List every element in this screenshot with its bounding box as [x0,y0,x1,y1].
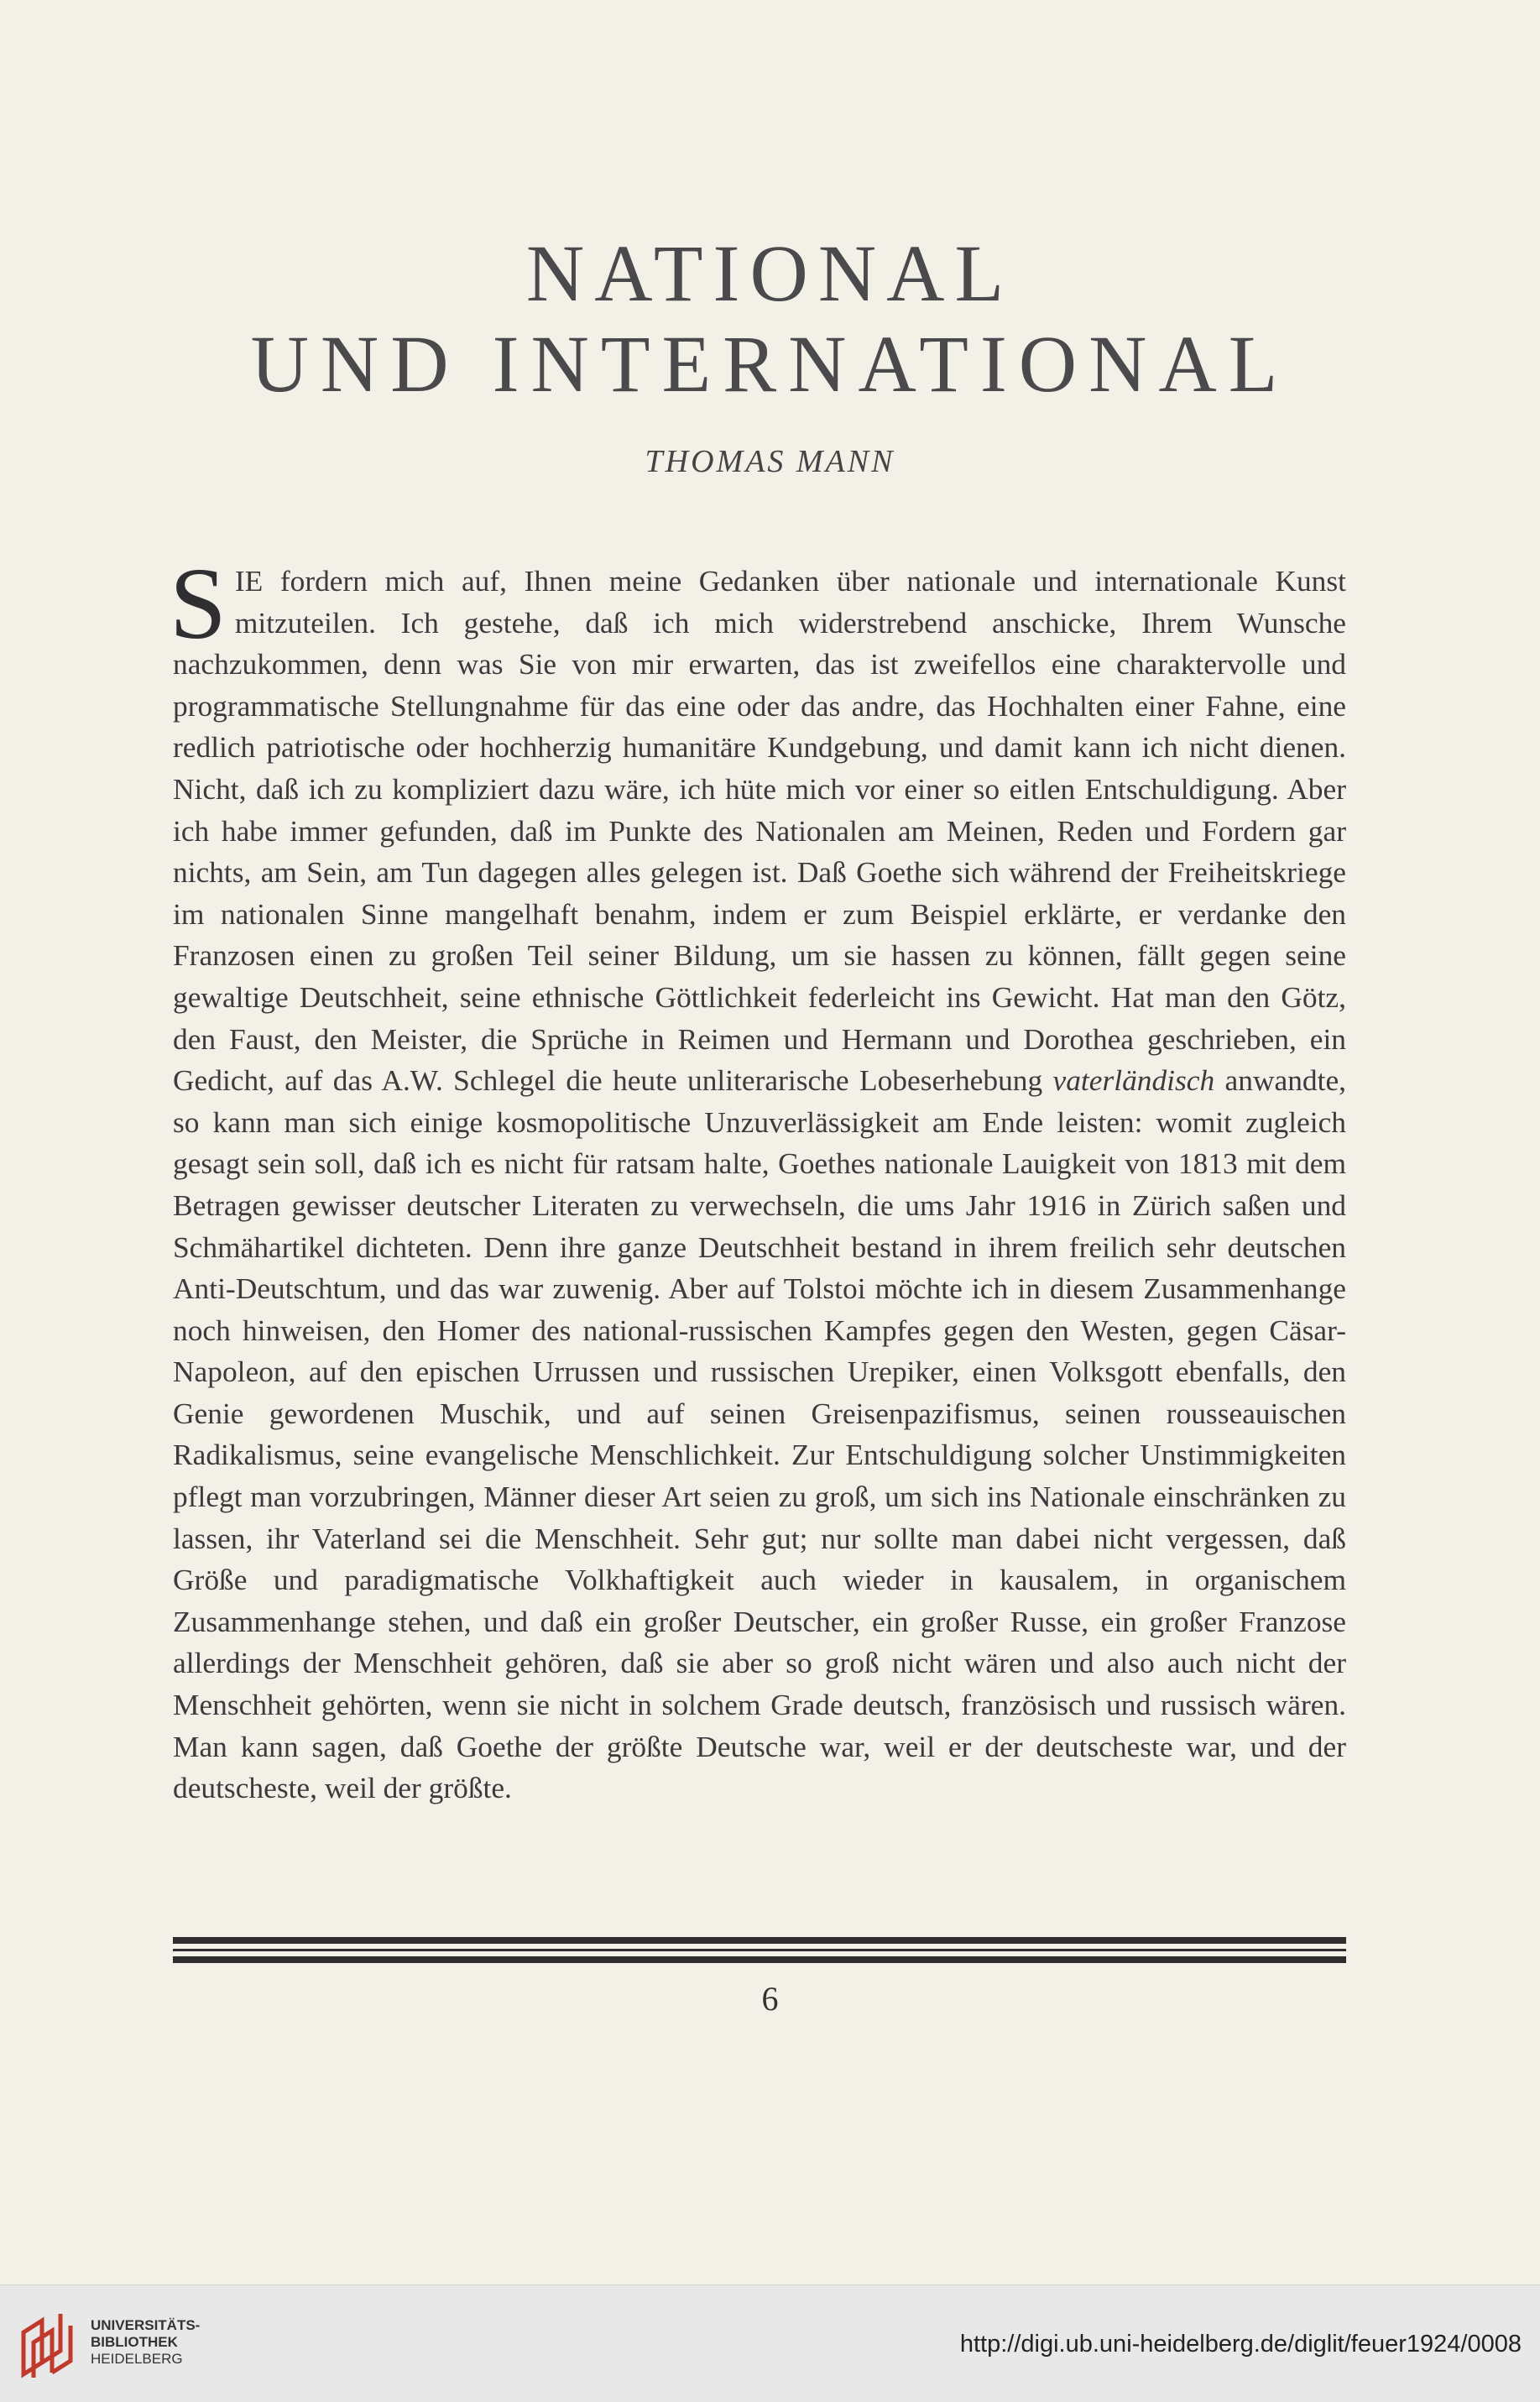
section-divider [173,1937,1346,1963]
divider-rule-thick-top [173,1937,1346,1944]
divider-rule-thick-bottom [173,1956,1346,1963]
divider-rule-thin [173,1949,1346,1951]
library-logo-icon [17,2314,84,2381]
page-number: 6 [761,1980,779,2018]
viewer-footer [0,2285,1540,2402]
document-url[interactable]: http://digi.ub.uni-heidelberg.de/diglit/feuer1924/0008 [959,2331,1522,2358]
drop-cap: S [170,547,227,661]
library-logo-text [91,2317,200,2368]
title-line-1: NATIONAL [525,228,1015,318]
logo-line-3: HEIDELBERG [91,2351,183,2367]
body-text-italic: vaterländisch [1052,1063,1215,1098]
body-text-run-2: anwandte, so kann man sich einige kosmopolitische Unzuverlässigkeit am Ende leisten: womit zugleich gesagt sein soll, daß ich es nicht für ratsam halte, Goethes nationale Lauigkeit von 1813 mit dem Betragen gewisser deutscher Literaten zu verwechseln, die ums Jahr 1916 in Zürich saßen und Schmähartikel dichteten. Denn ihre ganze Deutschheit bestand in ihrem freilich sehr deutschen Anti-Deutschtum, und das war zuwenig. Aber auf Tolstoi möchte ich in diesem Zusammenhange noch hinweisen, den Homer des national-russischen Kampfes gegen den Westen, gegen Cäsar-Napoleon, auf den epischen Urrussen und russischen Urepiker, einen Volksgott ebenfalls, den Genie gewordenen Muschik, und auf seinen Greisenpazifismus, seinen rousseauischen Radikalismus, seine evangelische Menschlichkeit. Zur Entschuldigung solcher Unstimmigkeiten pflegt man vorzubringen, Männer dieser Art seien zu groß, um sich ins Nationale einschränken zu lassen, ihr Vaterland sei die Menschheit. Sehr gut; nur sollte man dabei nicht vergessen, daß Größe und paradigmatische Volkhaftigkeit auch wieder in kausalem, in organischem Zusammenhange stehen, und daß ein großer Deutscher, ein großer Russe, ein großer Franzose allerdings der Menschheit gehören, daß sie aber so groß nicht wären und also auch nicht der Menschheit gehörten, wenn sie nicht in solchem Grade deutsch, französisch und russisch wären. Man kann sagen, daß Goethe der größte Deutsche war, weil er der deutscheste war, und der deutscheste, weil der größte. [173,1063,1347,1805]
article-body [170,547,1347,1809]
logo-line-2: BIBLIOTHEK [91,2334,178,2350]
author-name: THOMAS MANN [645,444,895,479]
title-line-2: UND INTERNATIONAL [250,319,1290,409]
body-text-run-1: IE fordern mich auf, Ihnen meine Gedanken über nationale und internationale Kunst mitzuteilen. Ich gestehe, daß ich mich widerstrebend anschicke, Ihrem Wunsche nachzukommen, denn was Sie von mir erwarten, das ist zweifellos eine charaktervolle und programmatische Stellungnahme für das eine oder das andre, das Hochhalten einer Fahne, eine redlich patriotische oder hochherzig humanitäre Kundgebung, und damit kann ich nicht dienen. Nicht, daß ich zu kompliziert dazu wäre, ich hüte mich vor einer so eitlen Entschuldigung. Aber ich habe immer gefunden, daß im Punkte des Nationalen am Meinen, Reden und Fordern gar nichts, am Sein, am Tun dagegen alles gelegen ist. Daß Goethe sich während der Freiheitskriege im nationalen Sinne mangelhaft benahm, indem er zum Beispiel erklärte, er verdanke den Franzosen einen zu großen Teil seiner Bildung, um sie hassen zu können, fällt gegen seine gewaltige Deutschheit, seine ethnische Göttlichkeit federleicht ins Gewicht. Hat man den Götz, den Faust, den Meister, die Sprüche in Reimen und Hermann und Dorothea geschrieben, ein Gedicht, auf das A.W. Schlegel die heute unliterarische Lobeserhebung [173,564,1346,1098]
logo-line-1: UNIVERSITÄTS- [91,2317,201,2333]
